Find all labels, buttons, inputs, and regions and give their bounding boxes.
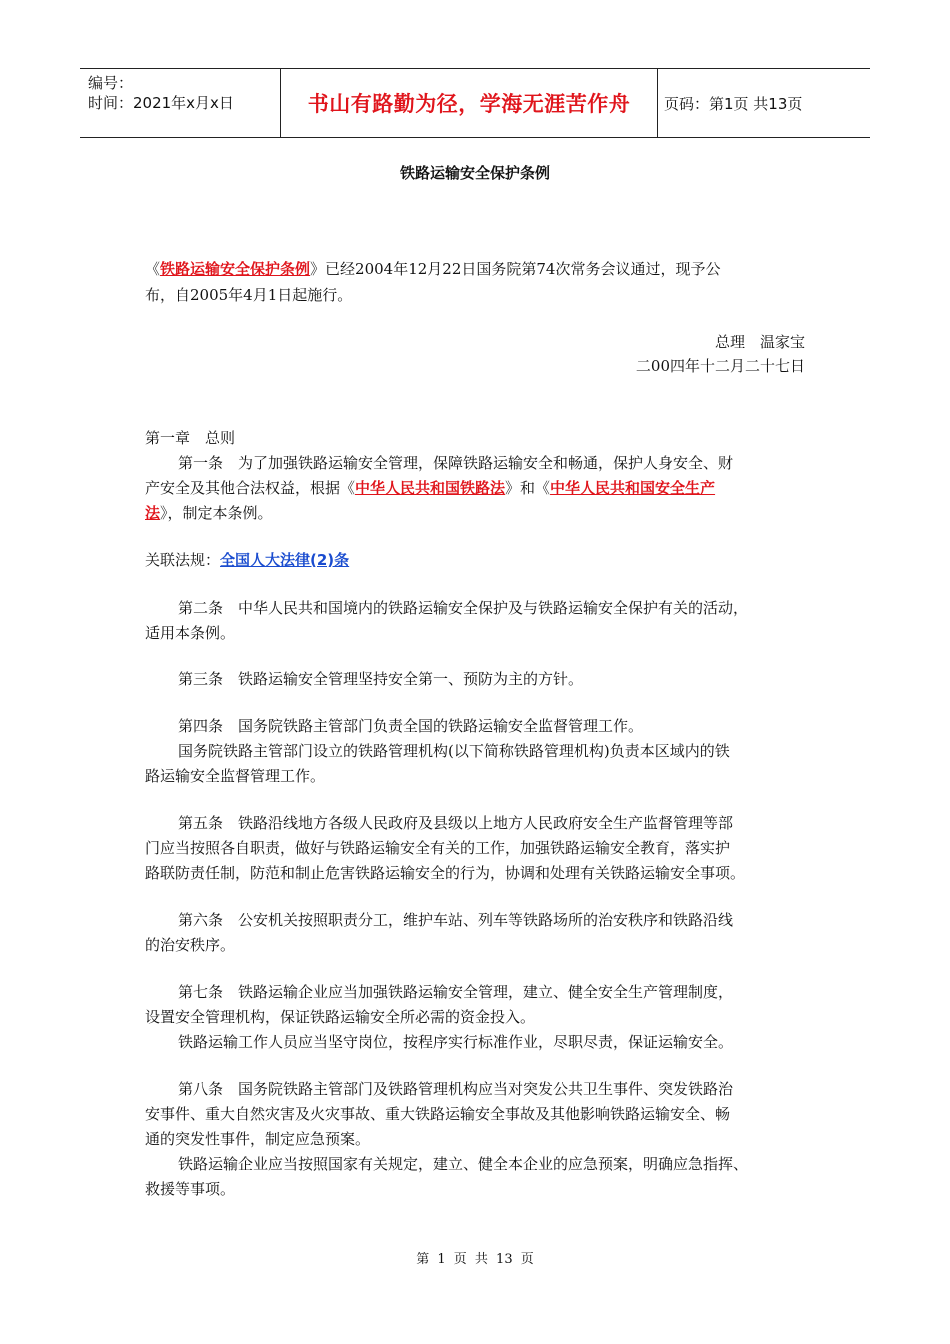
signature-date: 二00四年十二月二十七日	[635, 357, 805, 375]
header-meta	[80, 69, 280, 137]
related-label: 关联法规：	[145, 551, 221, 569]
preamble-line-2: 布，自2005年4月1日起施行。	[145, 286, 353, 304]
article-5-line-3: 路联防责任制，防范和制止危害铁路运输安全的行为，协调和处理有关铁路运输安全事项。	[145, 864, 746, 882]
article-5-line-1: 第五条 铁路沿线地方各级人民政府及县级以上地方人民政府安全生产监督管理等部	[178, 814, 734, 832]
article-4-line-1: 第四条 国务院铁路主管部门负责全国的铁路运输安全监督管理工作。	[178, 717, 644, 735]
safety-law-link-part1[interactable]: 中华人民共和国安全生产	[550, 479, 716, 497]
open-quote: 《	[145, 260, 161, 278]
article-1-line-2	[145, 478, 715, 498]
article-8-line-4: 铁路运输企业应当按照国家有关规定，建立、健全本企业的应急预案，明确应急指挥、	[178, 1155, 749, 1173]
article-1-text-mid: 》和《	[505, 479, 551, 497]
safety-law-link-part2[interactable]: 法	[145, 504, 161, 522]
article-2-line-2: 适用本条例。	[145, 624, 236, 642]
regulation-link[interactable]: 铁路运输安全保护条例	[160, 260, 311, 278]
article-8-line-3: 通的突发性事件，制定应急预案。	[145, 1130, 371, 1148]
article-5-line-2: 门应当按照各自职责，做好与铁路运输安全有关的工作，加强铁路运输安全教育，落实护	[145, 839, 731, 857]
related-regulations	[145, 550, 349, 570]
article-7-line-2: 设置安全管理机构，保证铁路运输安全所必需的资金投入。	[145, 1008, 536, 1026]
article-4-line-3: 路运输安全监督管理工作。	[145, 767, 326, 785]
preamble-line-1	[145, 259, 720, 279]
railway-law-link[interactable]: 中华人民共和国铁路法	[355, 479, 506, 497]
article-8-line-1: 第八条 国务院铁路主管部门及铁路管理机构应当对突发公共卫生事件、突发铁路治	[178, 1080, 734, 1098]
article-4-line-2: 国务院铁路主管部门设立的铁路管理机构(以下简称铁路管理机构)负责本区域内的铁	[178, 742, 730, 760]
article-8-line-5: 救援等事项。	[145, 1180, 236, 1198]
article-1-tail: 》，制定本条例。	[160, 504, 273, 522]
article-3-line-1: 第三条 铁路运输安全管理坚持安全第一、预防为主的方针。	[178, 670, 584, 688]
article-6-line-2: 的治安秩序。	[145, 936, 236, 954]
article-7-line-1: 第七条 铁路运输企业应当加强铁路运输安全管理，建立、健全安全生产管理制度，	[178, 983, 734, 1001]
motto: 书山有路勤为径，学海无涯苦作舟	[280, 69, 658, 137]
article-8-line-2: 安事件、重大自然灾害及火灾事故、重大铁路运输安全事故及其他影响铁路运输安全、畅	[145, 1105, 731, 1123]
article-1-line-1: 第一条 为了加强铁路运输安全管理，保障铁路运输安全和畅通，保护人身安全、财	[178, 454, 734, 472]
article-6-line-1: 第六条 公安机关按照职责分工，维护车站、列车等铁路场所的治安秩序和铁路沿线	[178, 911, 734, 929]
signature-premier: 总理 温家宝	[714, 333, 805, 351]
chapter-heading: 第一章 总则	[145, 429, 236, 447]
page-code: 页码：第1页 共13页	[664, 94, 803, 113]
related-law-link[interactable]: 全国人大法律(2)条	[220, 551, 350, 569]
page-title: 铁路运输安全保护条例	[399, 164, 550, 182]
time-label: 时间：2021年x月x日	[88, 94, 234, 112]
article-7-line-3: 铁路运输工作人员应当坚守岗位，按程序实行标准作业，尽职尽责，保证运输安全。	[178, 1033, 734, 1051]
document-header	[80, 68, 870, 138]
preamble-text: 》已经2004年12月22日国务院第74次常务会议通过，现予公	[310, 260, 721, 278]
page-footer: 第 1 页 共 13 页	[416, 1252, 534, 1267]
number-label: 编号：	[88, 74, 134, 92]
article-1-text: 产安全及其他合法权益，根据《	[145, 479, 356, 497]
article-2-line-1: 第二条 中华人民共和国境内的铁路运输安全保护及与铁路运输安全保护有关的活动，	[178, 599, 749, 617]
article-1-line-3	[145, 503, 273, 523]
